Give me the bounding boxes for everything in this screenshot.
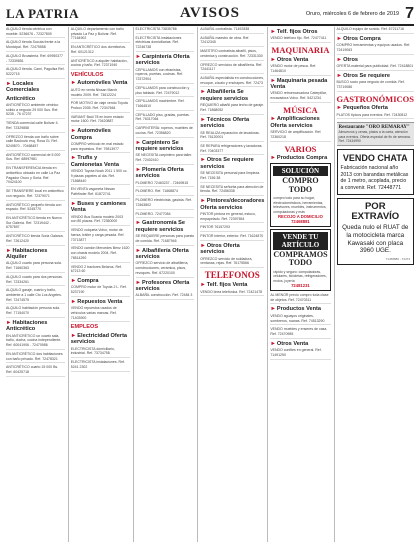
classified-ad: VENDO camión Mercedes Benz 1620 con chasis modelo 2004. Ref. 76514290 (71, 246, 130, 262)
section-title: AVISOS (180, 5, 240, 21)
boxed-notice-title: POR EXTRAVÍO (351, 201, 400, 223)
category-heading-label: Carpintero Se requiere servicios (135, 139, 184, 153)
category-heading-label: Profesores Oferta servicios (135, 279, 190, 293)
category-heading (6, 96, 65, 102)
classified-ad: VENDO retroexcavadora Caterpillar, excavadora Volvo. Ref. 5421234 (270, 91, 330, 102)
category-heading-label: Productos Compra (276, 155, 328, 162)
classified-ad: EN VENTA vagoneta Nissan Pathfinder Ref. 61872741 (71, 187, 130, 198)
classified-ad: EN ANTICRÉTICO dos habitaciones con baño privado. Ref. 72478321 (6, 352, 65, 363)
bullet-icon: ► (270, 340, 276, 347)
restaurant-ad-title: Restaurante "ORO REMARAY" (338, 125, 410, 131)
category-heading-label: Otros Oferta servicios (200, 242, 240, 256)
category-heading-label: Técnicos Oferta servicios (200, 116, 250, 130)
classified-ad: SE REQUIERE personas para puesto de comida. Ref. 71687946 (136, 234, 195, 245)
category-heading (71, 128, 130, 141)
classified-ad: OFREZCO tienda con baño sobre calle Backovic esq. Rosa Gi. Ref. 5249870 - 70468457 (6, 135, 65, 151)
category-heading-label: Telf. fijos Venta (206, 282, 248, 289)
boxed-notice-title: VENDO CHATA (342, 153, 408, 164)
promo-ad (270, 163, 330, 226)
category-heading-label: Anticrético (6, 95, 36, 102)
category-heading-label: Automóviles Venta (77, 80, 128, 87)
category-heading-label: Otros Venta (276, 340, 309, 347)
classified-ad: PLOMERO 72463237 - 72469515 (136, 181, 195, 188)
classified-ad: BUSCO socio para negocio de comida. Ref. 73719086 (337, 80, 414, 91)
boxed-notice-reference: 71458880 - 72473 (385, 257, 410, 262)
classified-ad: AL MENOR precio compro toda clase de objetos. Ref. 72470311 (270, 293, 330, 304)
classified-ad: REQUIERO albañil para techo de garaje. Ref. 71868052 (200, 103, 264, 114)
category-heading-label: Pequeños Oferta (343, 105, 388, 112)
ad-column-2 (68, 27, 130, 542)
promo-ad-phone: 72481231 (291, 283, 310, 288)
category-heading-label: VEHÍCULOS (70, 72, 104, 79)
classified-ad: SERVICIO de amplificación. Ref. 72360218 (270, 130, 330, 141)
classified-ad: MAESTRO contratista albañil, pisos, cerámica y construcción. Ref. 72331330 (200, 49, 264, 60)
classified-ad: VENDO aguayos originales, sombreros, ruanas. Ref. 74513290 (270, 314, 330, 325)
category-heading-label: Albañilería Oferta servicios (135, 247, 189, 261)
category-heading (71, 155, 130, 168)
category-heading-label: Otros Se requiere (343, 72, 391, 79)
classified-ad: SE NECESITA personal para limpieza. Ref. 7156 38 (200, 171, 264, 182)
classified-ad: ALQUILO equipo de sonido. Ref. 67211716 (337, 27, 414, 34)
section-heading: MÚSICA (283, 104, 318, 115)
category-heading-label: Compra (77, 277, 99, 284)
ad-column-6 (334, 27, 414, 542)
category-heading (200, 89, 264, 102)
classified-ad: ALQUILO departamento con baño privado La Paz y Bolívar. Ref. 77164902 (71, 27, 130, 43)
classified-ad: ALQUILO tienda céntrica con mueble. 5236676 - 72327809 (6, 27, 65, 38)
category-heading (71, 333, 130, 346)
classified-ad: ALBAÑIL maestro de obra. Ref. 72412345 (200, 36, 264, 47)
classified-ad: PLOMERO electricista, gasista. Ref. 72463802 (136, 198, 195, 209)
category-heading (136, 280, 195, 293)
classified-ad: VARIANT Baúl 78 en buen estado motor 1600. Ref. 70420887 (71, 115, 130, 126)
category-heading (337, 73, 414, 79)
category-heading (270, 57, 330, 63)
bullet-icon: ► (270, 77, 276, 84)
section-heading: VARIOS (284, 143, 317, 154)
boxed-notice-text: Queda nulo el RUAT de la motocicleta marca Kawasaki con placa 3960 UGE. (342, 224, 409, 255)
promo-ad (270, 229, 330, 291)
classified-ad: EN ANTICRÉTICO un cuarto sala, baño, ducha, cocina independiente. Ref. 60041906 - 72470986 (6, 334, 65, 350)
category-heading (270, 29, 330, 35)
bullet-icon: ► (135, 247, 142, 254)
bullet-icon: ► (135, 279, 142, 286)
category-heading (136, 167, 195, 180)
category-heading (200, 243, 264, 256)
classified-ad: ANTICRÉTICO pequeño tienda con espacio. Ref. 5245770 (6, 203, 65, 214)
classified-ad: VENDO teléfono fijo. Ref. 72477411 (270, 36, 330, 43)
bullet-icon: ► (200, 157, 206, 164)
newspaper-masthead: LA PATRIA (6, 6, 79, 21)
promo-ad-kicker: SOLUCIÓN (273, 166, 327, 176)
ad-column-3 (133, 27, 195, 542)
category-heading (270, 78, 330, 91)
bullet-icon: ► (270, 306, 276, 313)
classified-ad: VENDO línea telefónica. Ref. 72421478 (200, 290, 264, 297)
classified-ad: ELECTRICISTA 73835786 (136, 27, 195, 34)
classified-ad: TIENDA comercial calle Bolívar 4. Ref. 72329858 (6, 121, 65, 132)
classified-ad: COMPRO motor de Toyota 2 L. Ref. 5237190 (71, 285, 130, 296)
bullet-icon: ► (200, 89, 206, 96)
section-heading: TELEFONOS (204, 270, 260, 281)
category-heading (71, 324, 130, 330)
category-heading (6, 81, 65, 94)
classified-ad: PLOMERO. 72477084 (136, 212, 195, 219)
bullet-icon: ► (6, 80, 12, 87)
classified-ad: ANTICRÉTICO a alquiler habitación, cocina y baño. Ref. 72371940 (71, 59, 130, 70)
bullet-icon: ► (200, 282, 206, 289)
ad-column-4 (197, 27, 264, 542)
promo-ad-phone: RECOJO A DOMICILIO 72468881 (278, 213, 323, 224)
bullet-icon: ► (70, 128, 77, 135)
category-heading-label: Locales Comerciales (6, 80, 40, 94)
bullet-icon: ► (70, 200, 77, 207)
category-heading-label: Repuestos Venta (77, 298, 123, 305)
category-heading (270, 306, 330, 312)
classified-ad: PINTOR pintura en general, estuco, empapelado. Ref. 72397654 (200, 212, 264, 223)
classified-ad: ANTICRÉTICO tienda Soria Galarza. Ref. 72612420 (6, 234, 65, 245)
classified-ad: ALQUILO tienda. Cami, Paguilsa Ref. 5222715 (6, 67, 65, 78)
classified-ad: CEPILLAMOS para construcción y piso tablado. Ref. 72479012 (136, 86, 195, 97)
classified-ad: PINTOR interior, exterior. Ref. 71624870 (200, 234, 264, 241)
category-heading (71, 299, 130, 305)
category-heading (270, 116, 330, 129)
classified-ad: ALQUILO garaje, cuarto y baño, ambiente a 1 calle Cto Los Angeles. Ref. 72474575 (6, 288, 65, 304)
classified-ad: ALBAÑIL construcción. Ref. 72484 3 (136, 293, 195, 300)
promo-ad-text: compro todo para su hogar, electrodomésticos, herramientas, televisores, muebles, instrumentos, computadoras y más (273, 196, 327, 214)
category-heading (136, 248, 195, 261)
classified-ad: VENDO Toyota Noah 2011 1 500 cc. 9 plazas papeles al día. Ref. 71868440 (71, 169, 130, 185)
classified-ad: OFREZCO servicios de albañilería. Ref. 72441117 (200, 63, 264, 74)
classified-ad: OFREZCO servicio de albañilería, construcciones, cerámica, pisos, revoques. Ref. 67220100 (136, 261, 195, 277)
bullet-icon: ► (200, 242, 206, 249)
classified-ad: POR MOTIVO de viaje vendo Toyota Probox 2005. Ref. 72347664 (71, 101, 130, 112)
promo-ad-text: rápido y seguro: computadoras, celulares, bicicletas, refrigeradores, motos, joyería (273, 269, 327, 283)
bullet-icon: ► (135, 139, 142, 146)
category-heading (136, 140, 195, 153)
category-heading (270, 155, 330, 161)
classified-ad: OFERTA material para publicidad. Ref. 72418801 (337, 64, 414, 71)
classified-ad: PLOMERO. Ref. 71668874 (136, 189, 195, 196)
classified-ad: ALQUILO cuarto para dos personas. Ref. 72334261 (6, 275, 65, 286)
page-number: 7 (405, 5, 414, 22)
promo-ad-title: COMPRO TODO (282, 176, 319, 194)
category-heading-label: Electricidad Oferta servicios (70, 332, 128, 346)
section-heading: MAQUINARIA (271, 45, 330, 56)
category-heading (337, 36, 414, 42)
promo-ad-kicker: VENDE TU ARTÍCULO (273, 232, 327, 250)
classified-ad: COMPRO herramientas y equipos usados. Ref. 72419063 (337, 43, 414, 54)
bullet-icon: ► (135, 53, 142, 60)
classified-ad: SE TRANSFIERE local en anticrético con negocio. Ref. 72379071 (6, 189, 65, 200)
category-heading (337, 105, 414, 111)
restaurant-ad (337, 122, 414, 146)
bullet-icon: ► (270, 155, 276, 162)
classified-ad: SE REPARA refrigeradores y lavadoras. Ref. 70403377 (200, 144, 264, 155)
classified-ad: EN ANTICRÉTICO tienda en Nuevo Sur Galería. Ref. 72319442 - 6757897 (6, 216, 65, 232)
bullet-icon: ► (270, 56, 276, 63)
classified-ad: ALBAÑIL contratista. 71492838 (200, 27, 264, 34)
category-heading-label: Buses y camiones Venta (70, 200, 127, 214)
category-heading (200, 117, 264, 130)
ad-column-1 (6, 27, 65, 542)
classified-ad: ALQUILO tienda Sucuta frente a la Municipal. Ref. 72475558 (6, 40, 65, 51)
classified-ad: VENDO Bus Scania modelo 2003 con 80 plazas. Ref. 72350000 (71, 215, 130, 226)
boxed-notice-text: Fabricación nacional año 2013 con barandas metálicas de 1 metro, acoplada, precio a convenir. Ref. 72448771 (340, 165, 409, 191)
category-heading-label: Maquinaria pesada Venta (270, 77, 328, 90)
boxed-notice (337, 198, 414, 265)
category-heading (200, 157, 264, 170)
category-heading-label: Automóviles Compra (70, 128, 111, 141)
bullet-icon: ► (336, 35, 343, 42)
bullet-icon: ► (336, 72, 343, 79)
classified-ad: ELECTRICISTA instalaciones. Ref. 5241 2302 (71, 360, 130, 371)
category-heading (200, 198, 264, 211)
category-heading-label: Productos Venta (276, 306, 321, 313)
restaurant-ad-phone: Ref. 72434990 (338, 139, 361, 144)
classified-ad: VENDO motor de pesca. Ref. 71464810 (270, 64, 330, 75)
classified-ad: ALQUILO habitación persona sola. Ref. 77154070 (6, 306, 65, 317)
ad-column-5 (267, 27, 330, 542)
classified-ad: ANTICRÉTICO comercial de 5 000 Sus. Ref. 68997981 (6, 153, 65, 164)
classified-ad: SE REALIZA reparación de lavadoras. Ref. 76120001 (200, 131, 264, 142)
category-heading-label: Albañilería Se requiere servicios (200, 89, 249, 102)
category-heading-label: Habitaciones Alquiler (6, 247, 48, 260)
category-heading (136, 54, 195, 67)
bullet-icon: ► (70, 298, 77, 305)
boxed-notice (337, 149, 414, 195)
category-heading (270, 341, 330, 347)
bullet-icon: ► (200, 116, 206, 123)
classified-ad: CARPINTERÍA: roperos, muebles de cocina. Ref. 72356820 (136, 126, 195, 137)
bullet-icon: ► (135, 220, 142, 227)
category-heading-label: EMPLEOS (70, 324, 99, 331)
category-heading-label: Otros Compra (343, 35, 381, 42)
bullet-icon: ► (270, 116, 276, 123)
category-heading (71, 80, 130, 86)
classified-ad: VENDO confites en general. Ref. 71491250 (270, 348, 330, 359)
classified-ad: VENDO 2 tractores Belarus. Ref. 67213 60 (71, 265, 130, 276)
category-heading-label: Telf. fijos Otros (276, 29, 318, 35)
bullet-icon: ► (270, 29, 276, 35)
classified-ad: SE NECESITA carpintero para taller. Ref. 72402410 (136, 153, 195, 164)
classified-ad: CEPILLAMOS con ebanistas, roperos, puertas, cocinas. Ref. 72372904 (136, 68, 195, 84)
category-heading (6, 248, 65, 261)
dateline: Oruro, miércoles 6 de febrero de 2019 (305, 11, 400, 17)
category-heading (71, 72, 130, 78)
bullet-icon: ► (336, 105, 343, 112)
classified-ad: ALQUILO cuarto para persona sola. Ref. 71660363 (6, 261, 65, 272)
classified-ad: OFREZCO servicio de soldadura, ventanas, rejas. Ref. 76175566 (200, 257, 264, 268)
bullet-icon: ► (6, 247, 12, 254)
category-heading (136, 220, 195, 233)
bullet-icon: ► (70, 332, 77, 339)
bullet-icon: ► (200, 198, 206, 205)
classified-ad: CEPILLAMOS machimbre. Ref. 71664510 (136, 99, 195, 110)
category-heading-label: Pintores/decoradores Oferta servicios (200, 198, 265, 211)
category-heading-label: Carpintería Oferta servicios (135, 53, 190, 67)
classified-ad: ANTICRÉTICO cuarto 15 000 Bs. Ref. 60425718 (6, 365, 65, 376)
classified-ad: CEPILLADO piso, gradas, puertas. Ref. 76317064 (136, 113, 195, 124)
section-heading: GASTRONÓMICOS (336, 93, 414, 104)
classified-ad: VENDO muebles y enseres de casa. Ref. 72470985 (270, 327, 330, 338)
bullet-icon: ► (336, 56, 343, 63)
bullet-icon: ► (135, 166, 142, 173)
classified-ad: ELECTRICISTA domiciliario, industrial. Ref. 73734758 (71, 347, 130, 358)
category-heading-label: Gastronomía Se requiere servicios (135, 220, 185, 233)
category-heading-label: Trufis y Camionetas Venta (70, 155, 119, 168)
classified-ad: SE NECESITA señorita para atención de tienda. Ref. 72456338 (200, 185, 264, 196)
classified-ad: VENDO repuestos usados de vehículos varias marcas. Ref. 71403900 (71, 306, 130, 322)
restaurant-ad-text: Almuerzos y cenas, platos a la carta, atención para eventos. Oferta especial de fin de semana. (338, 130, 411, 139)
category-heading (71, 278, 130, 284)
category-heading-label: Otros Venta (276, 56, 309, 63)
classified-ad: EN ANTICRÉTICO dos dormitorios. Ref. 60121312 (71, 45, 130, 56)
category-heading-label: Otros (343, 56, 358, 63)
classified-ad: PINTOR 76157293 (200, 225, 264, 232)
classified-ad: ELECTRICISTA instalaciones eléctricas domiciliarias. Ref. 72246738 (136, 36, 195, 52)
category-heading (337, 57, 414, 63)
classified-ad: ALBAÑIL especialista en construcciones, revoque, zócalo y enchapes. Ref. 72473 (200, 76, 264, 87)
category-heading (71, 201, 130, 214)
promo-ad-title: COMPRAMOS TODO (273, 249, 328, 268)
classified-ad: ALQUILO Broasteria. Ref. 69950377 - 72339851 (6, 54, 65, 65)
classified-ad: AUTO en venta Nissan March modelo 2009. Ref. 73612224 (71, 88, 130, 99)
classified-ad: ANTICRÉTICO ambiente céntrico sólido a negocio 29 000 Sus. Ref. 5235 - 76 47237 (6, 103, 65, 119)
category-heading-label: Otros Se requiere servicios (200, 157, 254, 170)
classified-ad: PLATOS típicos para eventos. Ref. 72430812 (337, 113, 414, 120)
bullet-icon: ► (70, 80, 77, 87)
category-heading (6, 320, 65, 333)
bullet-icon: ► (70, 277, 77, 284)
classified-ad: EN TRANSFERENCIA tienda en anticrético ubicado en calle La Paz Pagador Oruro y Soria. Ref. 70424100 (6, 166, 65, 187)
bullet-icon: ► (70, 155, 77, 162)
page-header (6, 4, 414, 26)
category-heading-label: Plomería Oferta servicios (135, 166, 184, 180)
classified-ad: VENDO volqueta Volvo, motor de fuerza, tráiler y carga pesada. Ref. 73713877 (71, 228, 130, 244)
category-heading (200, 282, 264, 288)
category-heading-label: Amplificaciones Oferta servicios (270, 116, 320, 129)
classified-ad: COMPRO vehículo en mal estado para repuestos. Ref. 79813977 (71, 142, 130, 153)
category-heading-label: Habitaciones Anticrético (6, 319, 48, 333)
ad-columns (6, 27, 414, 542)
bullet-icon: ► (6, 319, 12, 326)
